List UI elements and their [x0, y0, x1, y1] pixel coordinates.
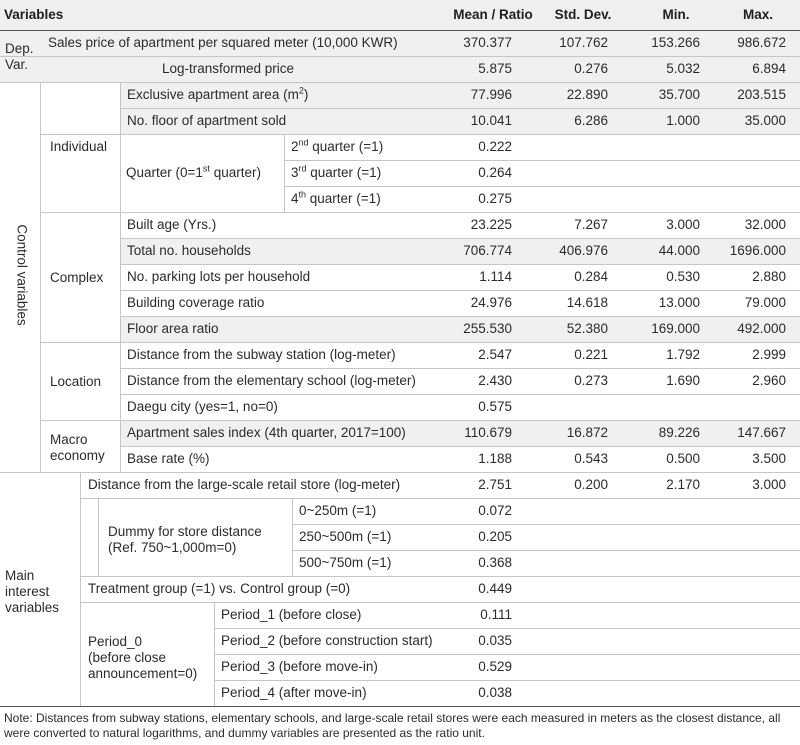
cell-mean: 370.377 — [463, 35, 512, 50]
cell-std: 0.276 — [574, 61, 608, 76]
row-label: Base rate (%) — [127, 451, 210, 466]
cell-max: 79.000 — [744, 295, 786, 310]
col-line — [214, 602, 215, 706]
col-line — [40, 82, 41, 472]
header-min: Min. — [662, 7, 690, 22]
row-line — [214, 680, 800, 681]
cell-mean: 2.547 — [478, 347, 512, 362]
row-label: Distance from the elementary school (log-meter) — [127, 373, 416, 388]
cell-mean: 0.035 — [478, 633, 512, 648]
cell-max: 492.000 — [737, 321, 786, 336]
table-note: Note: Distances from subway stations, elementary schools, and large-scale retail stores were each measured in meters as the closest distance, all were converted to natural logarithms, and dummy variables are presented as the ratio unit. — [4, 711, 781, 740]
row-line — [40, 212, 800, 213]
row-line — [40, 420, 800, 421]
cell-std: 0.273 — [574, 373, 608, 388]
cell-mean: 0.275 — [478, 191, 512, 206]
cell-std: 6.286 — [574, 113, 608, 128]
row-line — [40, 134, 800, 135]
row-line — [120, 238, 800, 239]
cell-mean: 23.225 — [470, 217, 512, 232]
row-label: Distance from the large-scale retail store (log-meter) — [88, 477, 401, 492]
cell-std: 406.976 — [559, 243, 608, 258]
row-line — [292, 550, 800, 551]
cell-mean: 0.222 — [478, 139, 512, 154]
row-label: 4th quarter (=1) — [291, 189, 381, 206]
header-variables: Variables — [4, 7, 64, 22]
group-complex: Complex — [50, 270, 104, 285]
cell-std: 22.890 — [566, 87, 608, 102]
cell-max: 2.880 — [752, 269, 786, 284]
cell-mean: 2.430 — [478, 373, 512, 388]
row-line — [40, 342, 800, 343]
cell-max: 3.000 — [752, 477, 786, 492]
row-label: 0~250m (=1) — [299, 503, 377, 518]
row-line — [214, 654, 800, 655]
row-line — [120, 316, 800, 317]
row-label: Exclusive apartment area $(m^2)$ — [127, 85, 309, 102]
cell-mean: 2.751 — [478, 477, 512, 492]
cell-std: 14.618 — [566, 295, 608, 310]
subgroup-dummy-store-distance: Dummy for store distance (Ref. 750~1,000m=0) — [108, 524, 262, 555]
row-line — [120, 368, 800, 369]
cell-mean: 0.264 — [478, 165, 512, 180]
row-label: 500~750m (=1) — [299, 555, 392, 570]
cell-max: 3.500 — [752, 451, 786, 466]
header-mean: Mean / Ratio — [453, 7, 533, 22]
cell-mean: 0.205 — [478, 529, 512, 544]
cell-min: 153.266 — [651, 35, 700, 50]
cell-mean: 77.996 — [470, 87, 512, 102]
row-line — [120, 394, 800, 395]
row-label: No. floor of apartment sold — [127, 113, 287, 128]
row-label: Building coverage ratio — [127, 295, 265, 310]
cell-mean: 10.041 — [470, 113, 512, 128]
cell-min: 3.000 — [666, 217, 700, 232]
col-line — [292, 498, 293, 576]
row-line — [284, 186, 800, 187]
row-label: 3rd quarter (=1) — [291, 163, 382, 180]
cell-std: 16.872 — [566, 425, 608, 440]
cell-min: 35.700 — [658, 87, 700, 102]
cell-min: 0.530 — [666, 269, 700, 284]
row-label: No. parking lots per household — [127, 269, 311, 284]
row-line — [120, 290, 800, 291]
cell-min: 1.000 — [666, 113, 700, 128]
cell-mean: 0.038 — [478, 685, 512, 700]
group-macro-economy: Macro economy — [50, 432, 105, 463]
cell-min: 1.792 — [666, 347, 700, 362]
header-rule — [0, 30, 800, 31]
row-line — [120, 108, 800, 109]
cell-max: 203.515 — [737, 87, 786, 102]
cell-mean: 1.114 — [479, 269, 512, 284]
row-line — [80, 498, 800, 499]
cell-min: 1.690 — [666, 373, 700, 388]
cell-max: 2.960 — [752, 373, 786, 388]
row-label: Daegu city (yes=1, no=0) — [127, 399, 278, 414]
cell-mean: 24.976 — [470, 295, 512, 310]
row-label: Period_4 (after move-in) — [221, 685, 367, 700]
col-line — [120, 82, 121, 472]
cell-mean: 0.529 — [478, 659, 512, 674]
row-line — [292, 524, 800, 525]
group-location: Location — [50, 374, 102, 389]
row-label: Distance from the subway station (log-meter) — [127, 347, 396, 362]
cell-mean: 0.072 — [478, 503, 512, 518]
row-line — [80, 602, 800, 603]
cell-max: 147.667 — [737, 425, 786, 440]
cell-std: 0.200 — [574, 477, 608, 492]
row-label: Apartment sales index (4th quarter, 2017=100) — [127, 425, 406, 440]
col-line — [98, 498, 99, 576]
cell-min: 169.000 — [651, 321, 700, 336]
row-label: Period_1 (before close) — [221, 607, 362, 622]
row-label: Treatment group (=1) vs. Control group (=0) — [88, 581, 351, 596]
cell-std: 7.267 — [574, 217, 608, 232]
cell-mean: 1.188 — [478, 451, 512, 466]
cell-mean: 255.530 — [463, 321, 512, 336]
row-line — [0, 56, 800, 57]
cell-max: 986.672 — [737, 35, 786, 50]
cell-min: 0.500 — [666, 451, 700, 466]
group-control-variables: Control variables — [14, 224, 30, 326]
cell-max: 35.000 — [744, 113, 786, 128]
row-label: 250~500m (=1) — [299, 529, 392, 544]
cell-min: 44.000 — [658, 243, 700, 258]
row-label: Built age (Yrs.) — [127, 217, 217, 232]
cell-mean: 0.111 — [480, 607, 512, 622]
row-line — [0, 472, 800, 473]
row-label: Sales price of apartment per squared meter (10,000 KWR) — [48, 35, 398, 50]
cell-max: 6.894 — [752, 61, 786, 76]
col-line — [284, 134, 285, 212]
row-label: Log-transformed price — [162, 61, 295, 76]
subgroup-period-0: Period_0 (before close announcement=0) — [88, 634, 198, 681]
cell-mean: 0.575 — [478, 399, 512, 414]
cell-max: 32.000 — [744, 217, 786, 232]
cell-max: 2.999 — [752, 347, 786, 362]
cell-min: 5.032 — [666, 61, 700, 76]
row-line — [80, 576, 800, 577]
group-dep-var: Dep. Var. — [5, 41, 34, 72]
cell-mean: 5.875 — [478, 61, 512, 76]
header-std: Std. Dev. — [554, 7, 612, 22]
col-line — [80, 472, 81, 706]
cell-std: 0.221 — [574, 347, 608, 362]
cell-mean: 706.774 — [463, 243, 512, 258]
row-line — [214, 628, 800, 629]
cell-mean: 0.368 — [478, 555, 512, 570]
cell-std: 107.762 — [559, 35, 608, 50]
row-line — [120, 446, 800, 447]
row-label: Period_2 (before construction start) — [221, 633, 433, 648]
header-max: Max. — [742, 7, 773, 22]
cell-min: 13.000 — [658, 295, 700, 310]
cell-std: 0.543 — [574, 451, 608, 466]
cell-mean: 110.679 — [464, 425, 512, 440]
subgroup-quarter: Quarter (0=1st quarter) — [126, 163, 261, 180]
cell-std: 0.284 — [574, 269, 608, 284]
bottom-rule — [0, 706, 800, 707]
cell-min: 89.226 — [658, 425, 700, 440]
row-line — [120, 264, 800, 265]
row-label: 2nd quarter (=1) — [291, 137, 384, 154]
cell-max: 1696.000 — [729, 243, 786, 258]
cell-mean: 0.449 — [478, 581, 512, 596]
row-label: Floor area ratio — [127, 321, 219, 336]
row-label: Total no. households — [127, 243, 251, 258]
row-line — [284, 160, 800, 161]
group-individual: Individual — [50, 139, 108, 154]
cell-min: 2.170 — [666, 477, 700, 492]
cell-std: 52.380 — [566, 321, 608, 336]
row-label: Period_3 (before move-in) — [221, 659, 378, 674]
group-main-interest: Main interest variables — [5, 568, 60, 615]
